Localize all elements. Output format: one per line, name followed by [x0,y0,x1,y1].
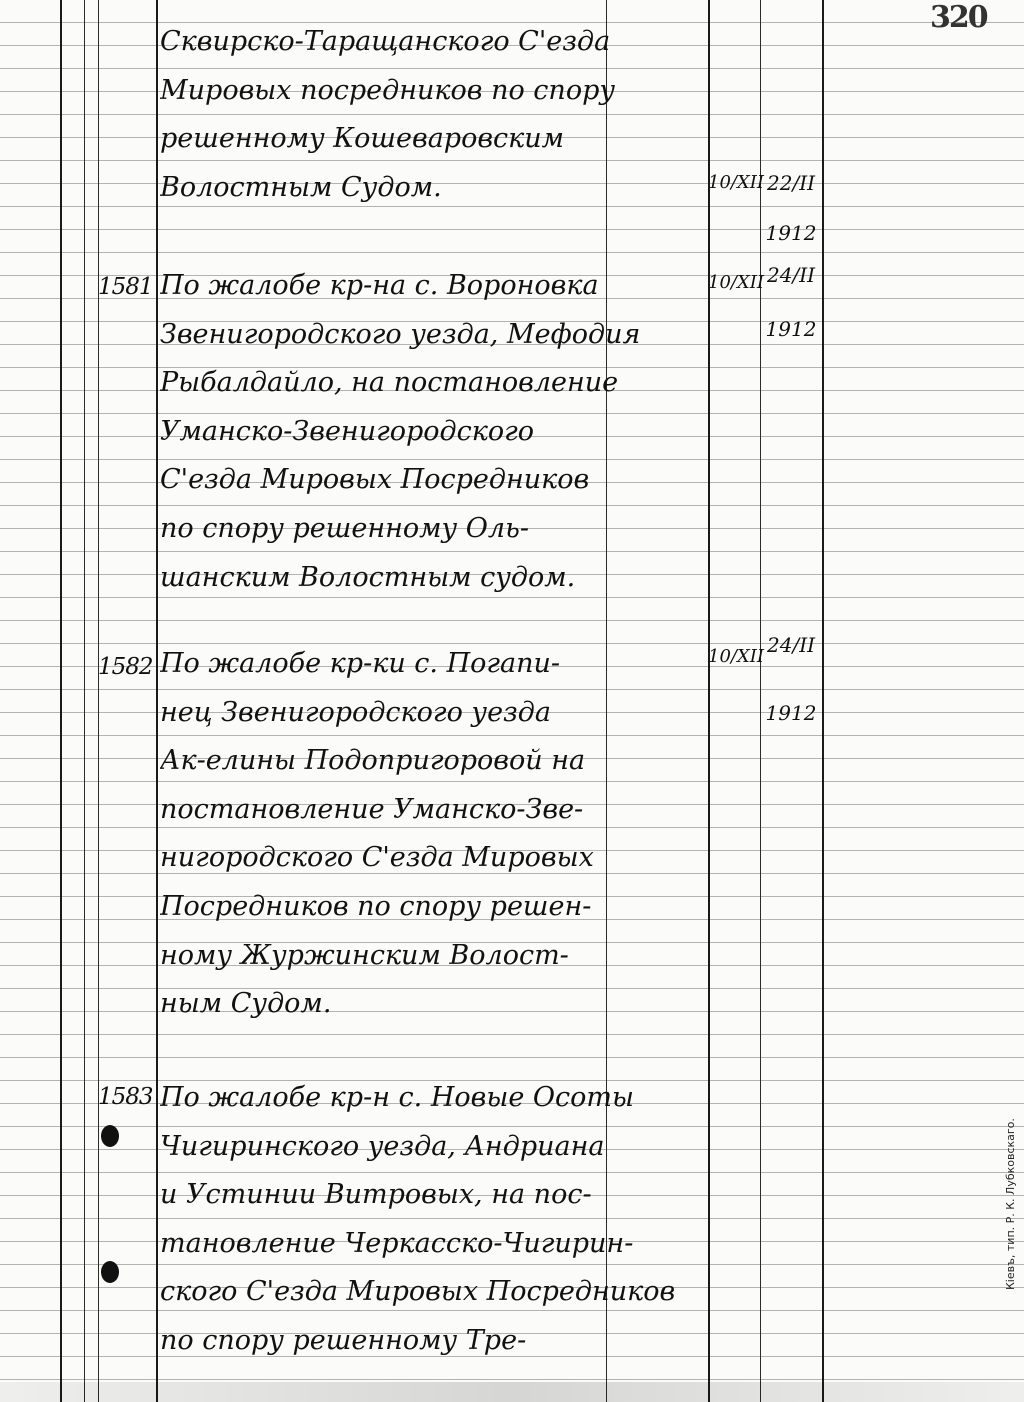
entry-line: Ак-елины Подопригоровой на [160,745,586,777]
entry-line: С'езда Мировых Посредников [160,464,590,496]
decision-year: 1912 [765,317,817,341]
entry-line: постановление Уманско-Зве- [160,793,584,825]
decision-year: 1912 [765,701,817,725]
entry-text [160,1074,708,1366]
entry-line: решенному Кошеваровским [160,123,565,155]
entry-number: 1583 [98,1084,153,1110]
entry-line: Волостным Судом. [160,171,442,203]
entry-line: ского С'езда Мировых Посредников [160,1276,676,1308]
entry-line: ным Судом. [160,988,332,1020]
entry-line: нигородского С'езда Мировых [160,842,594,874]
entry-line: шанским Волостным судом. [160,561,576,593]
page-number: 320 [930,0,987,35]
entry-line: Мировых посредников по спору [160,74,616,106]
number-column-rule [98,0,99,1402]
right-edge-rule [822,0,824,1402]
decision-year: 1912 [765,221,817,245]
text-column-rule [156,0,158,1402]
printer-imprint: Кіевъ, тип. Р. К. Лубковскаго. [1004,1118,1017,1290]
date-received: 10/XII [708,646,765,667]
margin-rule [60,0,62,1402]
entry-line: По жалобе кр-ки с. Погапи- [160,648,561,679]
margin-rule-inner [84,0,85,1402]
date-decided: 24/II [767,263,815,287]
entry-line: Рыбалдайло, на постановление [160,367,619,399]
entry-line: ному Журжинским Волост- [160,939,569,971]
date-decided: 24/II [767,633,815,657]
entry-line: По жалобе кр-на с. Вороновка [160,270,599,301]
entry-text [160,18,708,212]
date-received: 10/XII [708,272,765,293]
page-edge-shadow [0,1382,1024,1402]
entry-line: нец Звенигородского уезда [160,696,551,728]
entry-line: Уманско-Звенигородского [160,415,535,447]
binding-hole-icon [101,1261,119,1283]
entry-number: 1581 [98,274,153,300]
date-decided: 22/II [767,171,815,195]
entry-line: Звенигородского уезда, Мефодия [160,318,641,350]
entry-text [160,262,708,602]
entry-line: Посредников по спору решен- [160,890,592,922]
date-received-rule [708,0,710,1402]
entry-line: по спору решенному Оль- [160,512,529,544]
entry-line: Чигиринского уезда, Андриана [160,1130,605,1162]
entry-line: тановление Черкасско-Чигирин- [160,1227,634,1259]
entry-line: по спору решенному Тре- [160,1324,527,1356]
entry-line: и Устинии Витровых, на пос- [160,1179,592,1211]
entry-line: Сквирско-Таращанского С'езда [160,26,611,57]
entry-number: 1582 [98,654,153,680]
entry-line: По жалобе кр-н с. Новые Осоты [160,1082,635,1113]
binding-hole-icon [101,1125,119,1147]
date-received: 10/XII [708,172,765,193]
entry-text [160,640,708,1029]
